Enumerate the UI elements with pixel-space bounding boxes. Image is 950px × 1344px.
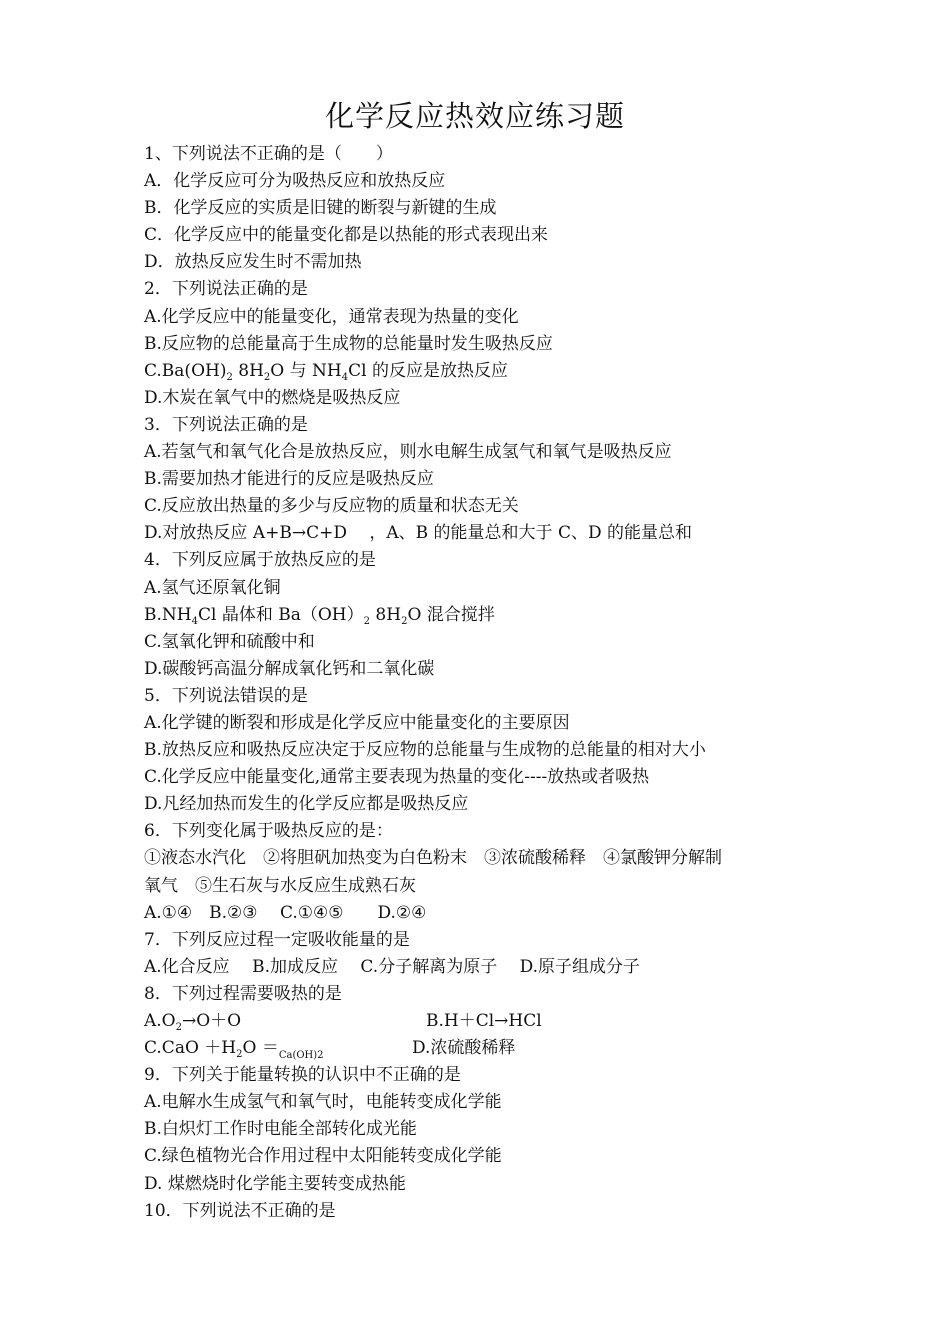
q3-option-b: B.需要加热才能进行的反应是吸热反应 [144, 469, 434, 490]
q4-option-d: D.碳酸钙高温分解成氧化钙和二氧化碳 [144, 658, 435, 679]
q8-options-row-2 [144, 1035, 934, 1062]
q2-c-text-4: Cl 的反应是放热反应 [348, 360, 508, 381]
q8-option-a [144, 1008, 426, 1035]
q1-option-d: D．放热反应发生时不需加热 [144, 252, 362, 273]
q9-option-d: D. 煤燃烧时化学能主要转变成热能 [144, 1173, 406, 1194]
q2-c-text-3: O 与 NH [270, 360, 342, 381]
q4-b-text-3: 8H [370, 604, 402, 625]
q4-b-subscript-2: 2 [363, 615, 371, 627]
q7-options: A.化合反应 B.加成反应 C.分子解离为原子 D.原子组成分子 [144, 956, 641, 977]
q5-stem: 5．下列说法错误的是 [144, 685, 308, 706]
q3-stem: 3．下列说法正确的是 [144, 414, 308, 435]
q4-b-subscript-3: 2 [401, 615, 408, 627]
q3-option-a: A.若氢气和氧气化合是放热反应，则水电解生成氢气和氧气是吸热反应 [144, 442, 672, 463]
q7-stem: 7．下列反应过程一定吸收能量的是 [144, 929, 410, 950]
q3-option-d: D.对放热反应 A+B→C+D ，A、B 的能量总和大于 C、D 的能量总和 [144, 523, 692, 544]
q6-items-line-2: 氧气 ⑤生石灰与水反应生成熟石灰 [144, 875, 416, 896]
q8-c-text-1: C.CaO ＋H [144, 1038, 237, 1059]
q9-option-c: C.绿色植物光合作用过程中太阳能转变成化学能 [144, 1146, 502, 1167]
q2-c-subscript-2: 2 [263, 371, 271, 383]
q4-b-subscript-1: 4 [191, 615, 198, 627]
q2-stem: 2．下列说法正确的是 [144, 279, 308, 300]
q6-items-line-1: ①液态水汽化 ②将胆矾加热变为白色粉末 ③浓硫酸稀释 ④氯酸钾分解制 [144, 848, 722, 869]
q1-option-b: B．化学反应的实质是旧键的断裂与新键的生成 [144, 198, 497, 219]
document-title: 化学反应热效应练习题 [324, 99, 625, 133]
q2-c-subscript-1: 2 [226, 371, 233, 383]
q9-option-b: B.白炽灯工作时电能全部转化成光能 [144, 1119, 417, 1140]
q1-option-c: C．化学反应中的能量变化都是以热能的形式表现出来 [144, 225, 549, 246]
q3-option-c: C.反应放出热量的多少与反应物的质量和状态无关 [144, 496, 519, 517]
q4-option-b [144, 602, 934, 629]
q4-stem: 4．下列反应属于放热反应的是 [144, 550, 376, 571]
q6-stem: 6．下列变化属于吸热反应的是： [144, 821, 393, 842]
q4-b-text-4: O 混合搅拌 [407, 604, 495, 625]
q4-option-c: C.氢氧化钾和硫酸中和 [144, 631, 315, 652]
q5-option-d: D.凡经加热而发生的化学反应都是吸热反应 [144, 794, 469, 815]
q10-stem: 10．下列说法不正确的是 [144, 1200, 336, 1221]
q2-option-b: B.反应物的总能量高于生成物的总能量时发生吸热反应 [144, 333, 553, 354]
q8-option-b: B.H＋Cl→HCl [426, 1011, 542, 1031]
q8-c-text-2: O ＝ [242, 1038, 279, 1059]
question-list [144, 141, 934, 1225]
q8-a-text-2: →O＋O [182, 1011, 242, 1031]
q6-options: A.①④ B.②③ C.①④⑤ D.②④ [144, 902, 427, 923]
q2-c-text-2: 8H [232, 360, 264, 381]
q2-c-subscript-3: 4 [341, 371, 349, 383]
q2-c-text-1: C.Ba(OH) [144, 360, 227, 381]
q8-c-small-formula: Ca(OH)2 [278, 1050, 324, 1062]
q8-stem: 8．下列过程需要吸热的是 [144, 983, 342, 1004]
q2-option-c [144, 358, 934, 385]
q4-b-text-1: B.NH [144, 604, 192, 625]
q8-a-subscript-1: 2 [175, 1022, 182, 1033]
q4-b-text-2: Cl 晶体和 Ba（OH） [197, 604, 364, 625]
q5-option-c: C.化学反应中能量变化,通常主要表现为热量的变化----放热或者吸热 [144, 767, 650, 788]
q8-option-d: D.浓硫酸稀释 [412, 1038, 516, 1059]
q8-c-subscript-1: 2 [236, 1049, 243, 1061]
q1-option-a: A．化学反应可分为吸热反应和放热反应 [144, 171, 446, 192]
q1-stem: 1、下列说法不正确的是（ ） [144, 144, 393, 164]
q5-option-b: B.放热反应和吸热反应决定于反应物的总能量与生成物的总能量的相对大小 [144, 740, 706, 761]
q9-option-a: A.电解水生成氢气和氧气时，电能转变成化学能 [144, 1092, 502, 1113]
q2-option-d: D.木炭在氧气中的燃烧是吸热反应 [144, 387, 401, 408]
q5-option-a: A.化学键的断裂和形成是化学反应中能量变化的主要原因 [144, 712, 570, 733]
q9-stem: 9．下列关于能量转换的认识中不正确的是 [144, 1065, 461, 1086]
q8-options-row-1 [144, 1008, 934, 1035]
q4-option-a: A.氢气还原氧化铜 [144, 577, 281, 598]
q8-a-text-1: A.O [144, 1011, 176, 1031]
q2-option-a: A.化学反应中的能量变化，通常表现为热量的变化 [144, 306, 519, 327]
